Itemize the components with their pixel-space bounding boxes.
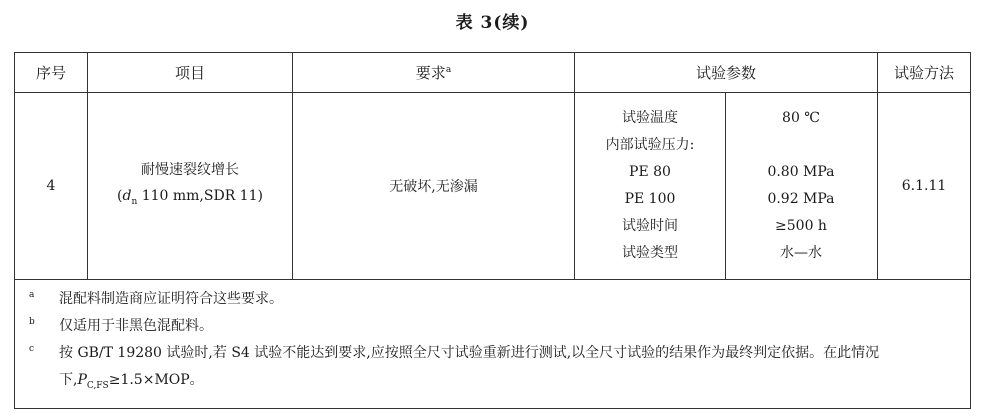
header-requirement-label: 要求 — [415, 64, 446, 82]
header-method: 试验方法 — [878, 53, 971, 93]
param-value: 0.80 MPa — [767, 164, 835, 180]
item-spec — [88, 183, 292, 215]
params-divider — [725, 93, 726, 279]
cell-seq: 4 — [15, 93, 88, 280]
footnote-mark: b — [29, 317, 35, 327]
footnote-p-rest: ≥1.5×MOP。 — [108, 372, 204, 388]
param-name: 内部试验压力: — [605, 137, 695, 153]
param-name: 试验时间 — [622, 218, 678, 234]
header-item: 项目 — [88, 53, 293, 93]
header-seq: 序号 — [15, 53, 88, 93]
param-row — [575, 186, 877, 213]
notes-cell — [15, 280, 971, 409]
param-name: PE 100 — [624, 191, 676, 207]
footnote-mark: c — [29, 344, 35, 354]
param-row — [575, 213, 877, 240]
cell-method: 6.1.11 — [878, 93, 971, 280]
param-value: 0.92 MPa — [767, 191, 835, 207]
footnote-text: 按 GB/T 19280 试验时,若 S4 试验不能达到要求,应按照全尺寸试验重新进行测试,以全尺寸试验的结果作为最终判定依据。在此情况下, — [59, 345, 880, 388]
header-params: 试验参数 — [575, 53, 878, 93]
cell-params — [575, 93, 878, 280]
param-value: 80 ℃ — [782, 110, 820, 126]
footnote-text: 混配料制造商应证明符合这些要求。 — [59, 291, 283, 307]
table-header-row — [15, 53, 971, 93]
param-value: 水—水 — [780, 245, 822, 261]
footnote — [29, 313, 958, 340]
header-requirement — [293, 53, 575, 93]
cell-requirement: 无破坏,无渗漏 — [293, 93, 575, 280]
param-row — [575, 105, 877, 132]
params-list — [575, 93, 877, 279]
notes-row — [15, 280, 971, 409]
param-row — [575, 159, 877, 186]
table-row — [15, 93, 971, 280]
item-spec-d: d — [122, 188, 132, 205]
footnote-p-sub: C,FS — [86, 380, 109, 391]
param-row — [575, 240, 877, 267]
param-name: PE 80 — [629, 164, 671, 180]
footnote-p-symbol: P — [77, 372, 87, 388]
item-spec-sub: n — [131, 196, 138, 207]
param-value — [725, 132, 877, 159]
param-name: 试验类型 — [622, 245, 678, 261]
footnote-mark: a — [29, 290, 35, 300]
param-name: 试验温度 — [622, 110, 678, 126]
item-name: 耐慢速裂纹增长 — [141, 162, 239, 179]
table-caption: 表 3(续) — [455, 13, 530, 33]
item-spec-open: ( — [117, 188, 123, 205]
cell-item — [88, 93, 293, 280]
footnote — [29, 286, 958, 313]
footnote-text: 仅适用于非黑色混配料。 — [59, 318, 213, 334]
param-value: ≥500 h — [775, 218, 827, 234]
footnote — [29, 340, 958, 400]
header-requirement-mark: a — [445, 65, 452, 75]
param-row — [575, 132, 877, 159]
spec-table — [14, 52, 971, 409]
item-spec-rest: 110 mm,SDR 11) — [137, 188, 263, 205]
